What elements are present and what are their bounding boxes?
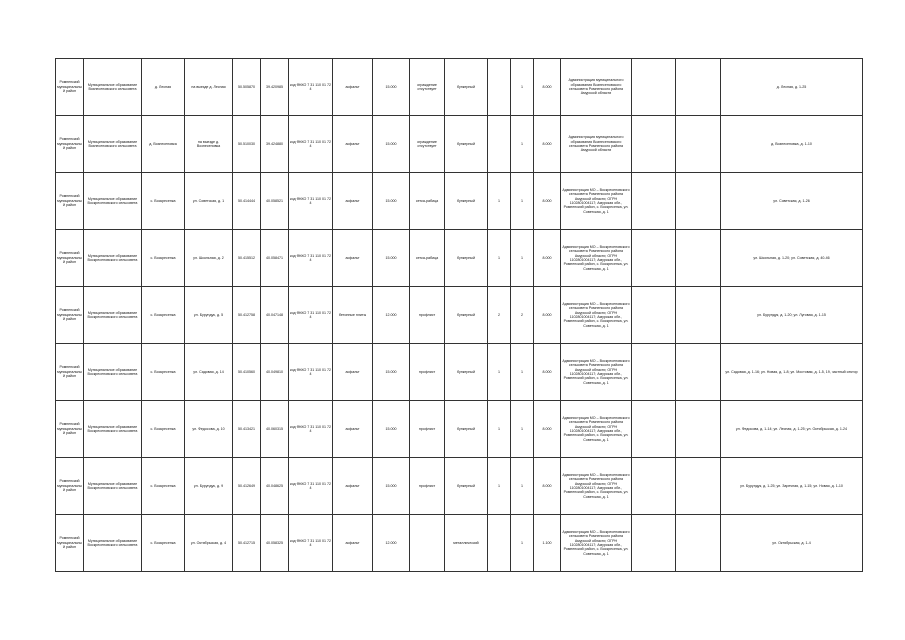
cell-lon: 40.058471 xyxy=(261,230,289,287)
cell-e2 xyxy=(676,458,721,515)
cell-c1: 1 xyxy=(488,344,511,401)
cell-lat: 50.505870 xyxy=(233,59,261,116)
cell-street: ул. Федосова, д. 10 xyxy=(185,401,233,458)
cell-lat: 50.414444 xyxy=(233,173,261,230)
cell-lat: 50.412715 xyxy=(233,515,261,572)
cell-c2: 1 xyxy=(511,458,534,515)
cell-operator: Администрация МО – Воскресеновского сельсовета Ромненского района Амурской области; ОГРН 1102801004117; Амурская обл., Ромненский район, с. Воскресенка, ул. Советская, д. 1 xyxy=(561,230,632,287)
cell-street: ул. Бурундук, д. 9 xyxy=(185,458,233,515)
cell-fence: профлист xyxy=(410,401,445,458)
cell-lon: 40.048625 xyxy=(261,458,289,515)
cell-e2 xyxy=(676,230,721,287)
cell-fence: профлист xyxy=(410,287,445,344)
cell-served: ул. Бурундук, д. 1-20; ул. Луговая, д. 1-15 xyxy=(721,287,863,344)
cell-fence: сетка-рабица xyxy=(410,173,445,230)
cell-e2 xyxy=(676,116,721,173)
cell-locality: с. Воскресенка xyxy=(142,458,185,515)
cell-fkko: код ФККО 7 31 110 01 72 4 xyxy=(289,287,333,344)
cell-served: ул. Бурундук, д. 1-25; ул. Заречная, д. 1-15; ул. Новая, д. 1-10 xyxy=(721,458,863,515)
cell-street: ул. Октябрьская, д. 4 xyxy=(185,515,233,572)
cell-locality: с. Воскресенка xyxy=(142,287,185,344)
cell-surface: асфальт xyxy=(333,230,373,287)
cell-surface: асфальт xyxy=(333,344,373,401)
cell-c1: 1 xyxy=(488,401,511,458)
cell-district: Ромненский муниципальный район xyxy=(56,59,84,116)
cell-operator: Администрация МО – Воскресеновского сельсовета Ромненского района Амурской области; ОГРН 1102801004117; Амурская обл., Ромненский район, с. Воскресенка, ул. Советская, д. 1 xyxy=(561,401,632,458)
cell-surface: асфальт xyxy=(333,59,373,116)
cell-c1 xyxy=(488,59,511,116)
table-row xyxy=(56,173,863,230)
cell-area: 15.000 xyxy=(373,401,410,458)
cell-e1 xyxy=(632,230,676,287)
cell-lon: 40.060315 xyxy=(261,401,289,458)
cell-fkko: код ФККО 7 31 110 01 72 4 xyxy=(289,458,333,515)
cell-container-type: бункерный xyxy=(445,401,488,458)
cell-e1 xyxy=(632,116,676,173)
cell-surface: асфальт xyxy=(333,401,373,458)
cell-container-type: металлический xyxy=(445,515,488,572)
cell-volume: 8.000 xyxy=(534,287,561,344)
cell-c2: 1 xyxy=(511,59,534,116)
table-body xyxy=(56,59,863,572)
cell-district: Ромненский муниципальный район xyxy=(56,287,84,344)
cell-operator: Администрация МО – Воскресеновского сельсовета Ромненского района Амурской области; ОГРН 1102801004117; Амурская обл., Ромненский район, с. Воскресенка, ул. Советская, д. 1 xyxy=(561,173,632,230)
cell-lat: 50.412649 xyxy=(233,458,261,515)
cell-owner: Муниципальное образование Воскресеновского сельсовета xyxy=(84,515,142,572)
cell-c2: 1 xyxy=(511,173,534,230)
cell-fkko: код ФККО 7 31 110 01 72 4 xyxy=(289,401,333,458)
table-row xyxy=(56,230,863,287)
cell-operator: Администрация МО – Воскресеновского сельсовета Ромненского района Амурской области; ОГРН 1102801004117; Амурская обл., Ромненский район, с. Воскресенка, ул. Советская, д. 1 xyxy=(561,515,632,572)
cell-lat: 50.412758 xyxy=(233,287,261,344)
cell-c1: 2 xyxy=(488,287,511,344)
cell-lon: 40.047148 xyxy=(261,287,289,344)
cell-served: д. Вознесеновка, д. 1-10 xyxy=(721,116,863,173)
cell-street: ул. Бурундук, д. 5 xyxy=(185,287,233,344)
cell-served: ул. Октябрьская, д. 1-4 xyxy=(721,515,863,572)
cell-lat: 50.510030 xyxy=(233,116,261,173)
cell-fkko: код ФККО 7 31 110 01 72 4 xyxy=(289,515,333,572)
cell-volume: 8.000 xyxy=(534,173,561,230)
cell-area: 15.000 xyxy=(373,458,410,515)
cell-container-type: бункерный xyxy=(445,116,488,173)
cell-locality: с. Воскресенка xyxy=(142,344,185,401)
cell-area: 12.000 xyxy=(373,287,410,344)
cell-owner: Муниципальное образование Воскресеновского сельсовета xyxy=(84,401,142,458)
cell-district: Ромненский муниципальный район xyxy=(56,230,84,287)
cell-c1 xyxy=(488,515,511,572)
document-page xyxy=(55,58,862,572)
cell-fkko: код ФККО 7 31 110 01 72 4 xyxy=(289,116,333,173)
cell-street: на выезде д. Вознесеновка xyxy=(185,116,233,173)
cell-volume: 8.000 xyxy=(534,458,561,515)
cell-e2 xyxy=(676,401,721,458)
cell-fkko: код ФККО 7 31 110 01 72 4 xyxy=(289,344,333,401)
cell-e1 xyxy=(632,287,676,344)
cell-lon: 40.049810 xyxy=(261,344,289,401)
cell-fence: профлист xyxy=(410,344,445,401)
cell-e2 xyxy=(676,59,721,116)
cell-volume: 1.100 xyxy=(534,515,561,572)
cell-district: Ромненский муниципальный район xyxy=(56,344,84,401)
cell-owner: Муниципальное образование Воскресеновского сельсовета xyxy=(84,344,142,401)
cell-lat: 50.410560 xyxy=(233,344,261,401)
cell-c1: 1 xyxy=(488,230,511,287)
cell-owner: Муниципальное образование Вознесеновского сельсовета xyxy=(84,59,142,116)
cell-district: Ромненский муниципальный район xyxy=(56,515,84,572)
cell-e1 xyxy=(632,59,676,116)
cell-fkko: код ФККО 7 31 110 01 72 4 xyxy=(289,230,333,287)
cell-e1 xyxy=(632,173,676,230)
cell-e2 xyxy=(676,173,721,230)
cell-area: 12.000 xyxy=(373,515,410,572)
cell-served: ул. Советская, д. 1-26 xyxy=(721,173,863,230)
cell-c2: 1 xyxy=(511,515,534,572)
cell-fence: ограждение отсутствует xyxy=(410,59,445,116)
cell-owner: Муниципальное образование Воскресеновского сельсовета xyxy=(84,287,142,344)
cell-volume: 8.000 xyxy=(534,401,561,458)
cell-served: ул. Федосова, д. 1-14; ул. Лесная, д. 1-25; ул. Октябрьская, д. 1-24 xyxy=(721,401,863,458)
cell-served: д. Лесная, д. 1-25 xyxy=(721,59,863,116)
cell-area: 15.000 xyxy=(373,230,410,287)
cell-c2: 1 xyxy=(511,230,534,287)
cell-locality: с. Воскресенка xyxy=(142,230,185,287)
cell-lon: 39.424880 xyxy=(261,116,289,173)
table-row xyxy=(56,116,863,173)
cell-lon: 39.420985 xyxy=(261,59,289,116)
cell-volume: 8.000 xyxy=(534,116,561,173)
cell-street: ул. Советская, д. 1 xyxy=(185,173,233,230)
cell-c2: 1 xyxy=(511,116,534,173)
waste-sites-table xyxy=(55,58,863,572)
cell-surface: асфальт xyxy=(333,458,373,515)
cell-operator: Администрация муниципального образования Вознесеновского сельсовета Ромненского района Амурской области xyxy=(561,116,632,173)
cell-c1: 1 xyxy=(488,173,511,230)
cell-owner: Муниципальное образование Воскресеновского сельсовета xyxy=(84,230,142,287)
cell-operator: Администрация МО – Воскресеновского сельсовета Ромненского района Амурской области; ОГРН 1102801004117; Амурская обл., Ромненский район, с. Воскресенка, ул. Советская, д. 1 xyxy=(561,287,632,344)
cell-c1: 1 xyxy=(488,458,511,515)
cell-volume: 8.000 xyxy=(534,230,561,287)
cell-district: Ромненский муниципальный район xyxy=(56,173,84,230)
table-row xyxy=(56,344,863,401)
cell-surface: бетонные плиты xyxy=(333,287,373,344)
cell-owner: Муниципальное образование Вознесеновского сельсовета xyxy=(84,116,142,173)
cell-surface: асфальт xyxy=(333,515,373,572)
cell-locality: д. Лесная xyxy=(142,59,185,116)
cell-fkko: код ФККО 7 31 110 01 72 4 xyxy=(289,59,333,116)
table-row xyxy=(56,515,863,572)
cell-container-type: бункерный xyxy=(445,344,488,401)
cell-lat: 50.415512 xyxy=(233,230,261,287)
cell-e2 xyxy=(676,515,721,572)
cell-area: 15.000 xyxy=(373,344,410,401)
cell-container-type: бункерный xyxy=(445,173,488,230)
cell-operator: Администрация муниципального образования Вознесеновского сельсовета Ромненского района Амурской области xyxy=(561,59,632,116)
cell-locality: с. Воскресенка xyxy=(142,515,185,572)
cell-district: Ромненский муниципальный район xyxy=(56,458,84,515)
cell-fence: сетка-рабица xyxy=(410,230,445,287)
cell-owner: Муниципальное образование Воскресеновского сельсовета xyxy=(84,173,142,230)
table-row xyxy=(56,401,863,458)
cell-e1 xyxy=(632,344,676,401)
cell-lat: 50.413421 xyxy=(233,401,261,458)
cell-volume: 8.000 xyxy=(534,344,561,401)
cell-c2: 1 xyxy=(511,401,534,458)
cell-e1 xyxy=(632,458,676,515)
cell-locality: д. Вознесеновка xyxy=(142,116,185,173)
cell-locality: с. Воскресенка xyxy=(142,401,185,458)
cell-operator: Администрация МО – Воскресеновского сельсовета Ромненского района Амурской области; ОГРН 1102801004117; Амурская обл., Ромненский район, с. Воскресенка, ул. Советская, д. 1 xyxy=(561,344,632,401)
cell-fence xyxy=(410,515,445,572)
cell-e1 xyxy=(632,401,676,458)
cell-c1 xyxy=(488,116,511,173)
cell-street: ул. Садовая, д. 14 xyxy=(185,344,233,401)
cell-street: на выезде д. Лесная xyxy=(185,59,233,116)
cell-fence: профлист xyxy=(410,458,445,515)
table-row xyxy=(56,458,863,515)
cell-locality: с. Воскресенка xyxy=(142,173,185,230)
cell-street: ул. Школьная, д. 2 xyxy=(185,230,233,287)
cell-surface: асфальт xyxy=(333,116,373,173)
cell-district: Ромненский муниципальный район xyxy=(56,116,84,173)
cell-container-type: бункерный xyxy=(445,458,488,515)
cell-lon: 40.058521 xyxy=(261,173,289,230)
cell-surface: асфальт xyxy=(333,173,373,230)
cell-area: 15.000 xyxy=(373,59,410,116)
cell-fkko: код ФККО 7 31 110 01 72 4 xyxy=(289,173,333,230)
cell-e1 xyxy=(632,515,676,572)
cell-c2: 2 xyxy=(511,287,534,344)
cell-container-type: бункерный xyxy=(445,230,488,287)
cell-served: ул. Садовая, д. 1-16; ул. Новая, д. 1-8; ул. Мостовая, д. 1-5, 19, частный сектор xyxy=(721,344,863,401)
cell-e2 xyxy=(676,287,721,344)
cell-area: 15.000 xyxy=(373,116,410,173)
cell-container-type: бункерный xyxy=(445,287,488,344)
cell-fence: ограждение отсутствует xyxy=(410,116,445,173)
table-row xyxy=(56,59,863,116)
table-row xyxy=(56,287,863,344)
cell-e2 xyxy=(676,344,721,401)
cell-owner: Муниципальное образование Воскресеновского сельсовета xyxy=(84,458,142,515)
cell-served: ул. Школьная, д. 1-20; ул. Советская, д. 40-46 xyxy=(721,230,863,287)
cell-c2: 1 xyxy=(511,344,534,401)
cell-operator: Администрация МО – Воскресеновского сельсовета Ромненского района Амурской области; ОГРН 1102801004117; Амурская обл., Ромненский район, с. Воскресенка, ул. Советская, д. 1 xyxy=(561,458,632,515)
cell-container-type: бункерный xyxy=(445,59,488,116)
cell-lon: 40.058325 xyxy=(261,515,289,572)
cell-district: Ромненский муниципальный район xyxy=(56,401,84,458)
cell-area: 15.000 xyxy=(373,173,410,230)
cell-volume: 8.000 xyxy=(534,59,561,116)
